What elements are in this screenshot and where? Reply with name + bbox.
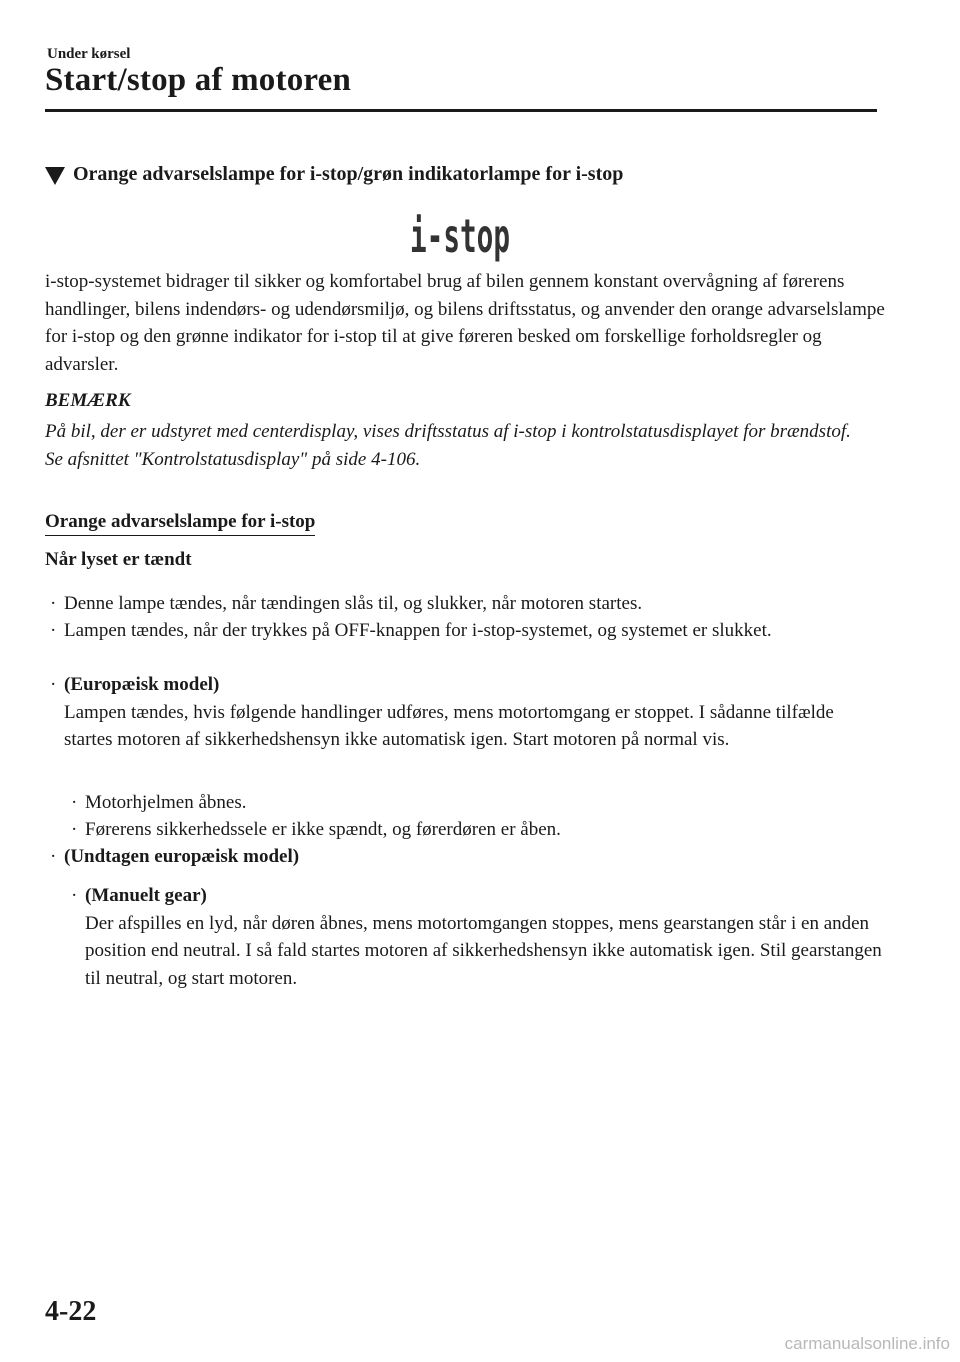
triangle-marker-icon — [45, 167, 65, 185]
list-item-text: Der afspilles en lyd, når døren åbnes, mens motortomgangen stoppes, mens gearstangen står i en anden position end neutral. I så fald startes motoren af sikkerhedshensyn ikke automatisk igen. Stil gearstangen til neutral, og start motoren. — [85, 912, 882, 989]
section-heading — [45, 163, 623, 186]
list-item-title: (Undtagen europæisk model) — [64, 846, 300, 867]
when-lit-heading: Når lyset er tændt — [45, 549, 192, 570]
bullet-dot: · — [50, 846, 57, 867]
list-item — [50, 671, 884, 754]
bullet-dot: · — [50, 620, 57, 641]
page-number: 4-22 — [45, 1296, 97, 1327]
orange-lamp-subheading: Orange advarselslampe for i-stop — [45, 511, 315, 536]
list-item-title: (Manuelt gear) — [85, 885, 207, 906]
list-item-text: Lampen tændes, når der trykkes på OFF-knappen for i-stop-systemet, og systemet er slukket. — [64, 620, 772, 641]
bullet-dot: · — [50, 674, 57, 695]
note-line-2: Se afsnittet "Kontrolstatusdisplay" på side 4-106. — [45, 448, 421, 470]
sub-list-item — [71, 816, 885, 844]
bullet-dot: · — [71, 819, 78, 840]
chapter-label: Under kørsel — [47, 46, 131, 62]
list-item — [50, 590, 884, 618]
page-title: Start/stop af motoren — [45, 62, 352, 98]
sub-list-item — [71, 789, 885, 817]
list-item-title: (Europæisk model) — [64, 674, 220, 695]
bullet-dot: · — [71, 792, 78, 813]
title-divider — [45, 109, 877, 112]
bullet-dot: · — [71, 885, 78, 906]
note-text — [45, 418, 885, 473]
istop-symbol-text: i-stop — [410, 209, 510, 263]
note-label: BEMÆRK — [45, 390, 131, 411]
note-line-1: På bil, der er udstyret med centerdisplay, vises driftsstatus af i-stop i kontrolstatusdisplayet for brændstof. — [45, 421, 851, 442]
istop-indicator-icon — [408, 200, 512, 266]
section-heading-text: Orange advarselslampe for i-stop/grøn indikatorlampe for i-stop — [73, 163, 624, 185]
sub-list-item — [71, 882, 885, 992]
watermark: carmanualsonline.info — [784, 1334, 950, 1353]
list-item-text: Denne lampe tændes, når tændingen slås til, og slukker, når motoren startes. — [64, 593, 643, 614]
list-item-text: Førerens sikkerhedssele er ikke spændt, og førerdøren er åben. — [85, 819, 561, 840]
intro-paragraph: i-stop-systemet bidrager til sikker og komfortabel brug af bilen gennem konstant overvågning af førerens handlinger, bilens indendørs- og udendørsmiljø, og bilens driftsstatus, og anvender den orange advarselslampe for i-stop og den grønne indikator for i-stop til at give føreren besked om forskellige forholdsregler og advarsler. — [45, 271, 885, 375]
list-item — [50, 843, 884, 871]
list-item-text: Lampen tændes, hvis følgende handlinger udføres, mens motortomgang er stoppet. I sådanne tilfælde startes motoren af sikkerhedshensyn ikke automatisk igen. Start motoren på normal vis. — [64, 701, 834, 750]
list-item — [50, 617, 884, 645]
list-item-text: Motorhjelmen åbnes. — [85, 792, 247, 813]
bullet-dot: · — [50, 593, 57, 614]
